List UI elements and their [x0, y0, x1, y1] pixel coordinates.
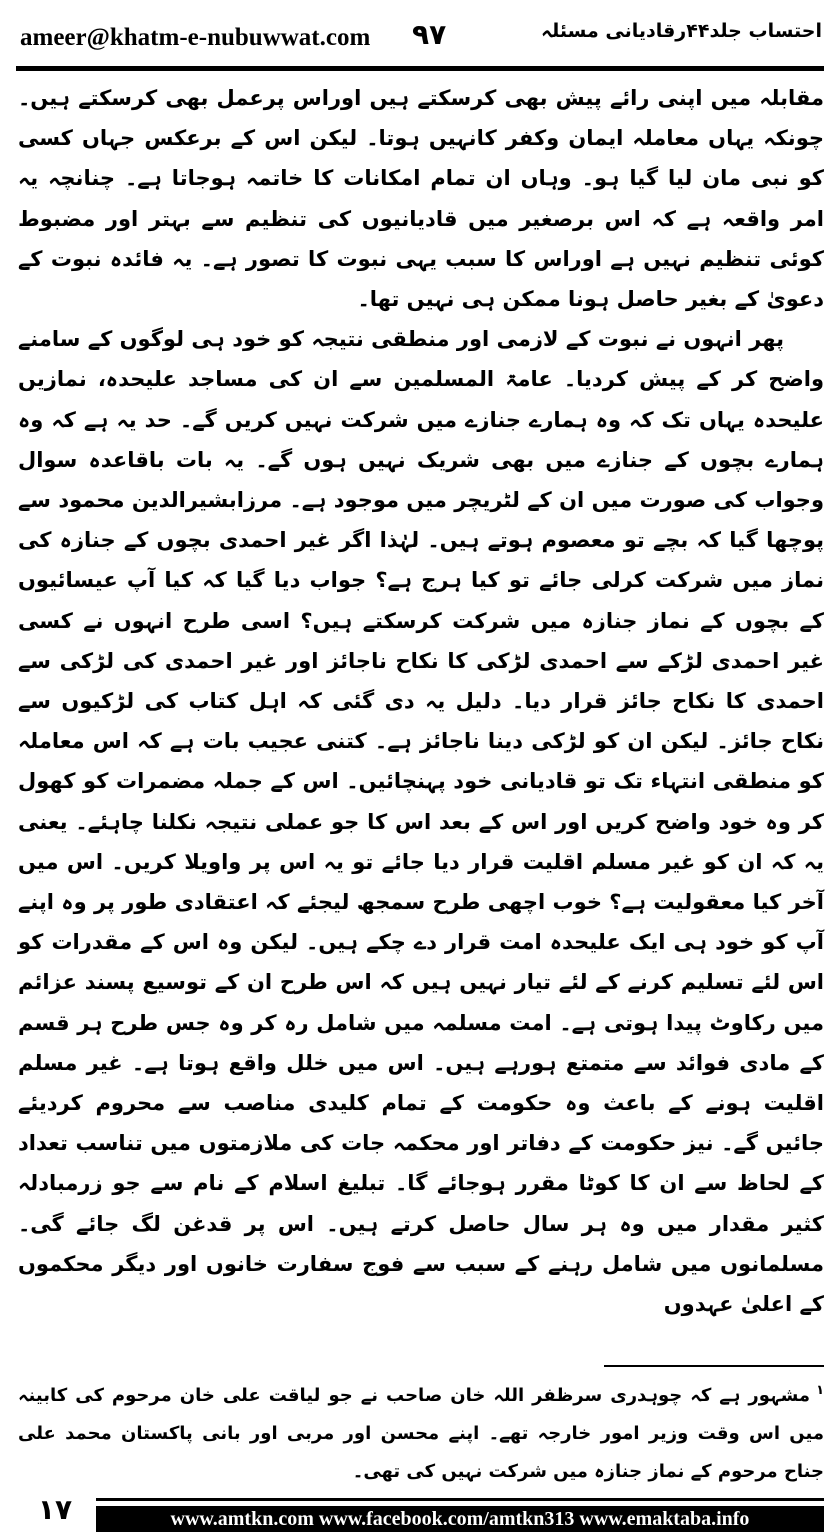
header-rule: [16, 66, 824, 71]
paragraph-2: پھر انہوں نے نبوت کے لازمی اور منطقی نتیجہ کو خود ہی لوگوں کے سامنے واضح کر کے پیش کردیا۔ عامۃ المسلمین سے ان کی مساجد علیحدہ، نمازیں علیحدہ یہاں تک کہ وہ ہمارے جنازے میں شرکت نہیں کریں گے۔ حد یہ ہے کہ وہ ہمارے بچوں کے جنازے میں بھی شریک نہیں ہوں گے۔ یہ بات باقاعدہ سوال وجواب کی صورت میں ان کے لٹریچر میں موجود ہے۔ مرزابشیرالدین محمود سے پوچھا گیا کہ بچے تو معصوم ہوتے ہیں۔ لہٰذا اگر غیر احمدی بچوں کے جنازہ کی نماز میں شرکت کرلی جائے تو کیا ہرج ہے؟ جواب دیا گیا کہ کیا آپ عیسائیوں کے بچوں کے نماز جنازہ میں شرکت کرسکتے ہیں؟ اسی طرح انہوں نے کسی غیر احمدی لڑکے سے احمدی لڑکی کا نکاح ناجائز اور غیر احمدی کی لڑکی سے احمدی کا نکاح جائز قرار دیا۔ دلیل یہ دی گئی کہ اہل کتاب کی لڑکیوں سے نکاح جائز۔ لیکن ان کو لڑکی دینا ناجائز ہے۔ کتنی عجیب بات ہے کہ اس معاملہ کو منطقی انتہاء تک تو قادیانی خود پہنچائیں۔ اس کے جملہ مضمرات کو کھول کر وہ خود واضح کریں اور اس کے بعد اس کا جو عملی نتیجہ نکلنا چاہئے۔ یعنی یہ کہ ان کو غیر مسلم اقلیت قرار دیا جائے تو یہ اس پر واویلا کریں۔ اس میں آخر کیا معقولیت ہے؟ خوب اچھی طرح سمجھ لیجئے کہ اعتقادی طور پر وہ اپنے آپ کو خود ہی ایک علیحدہ امت قرار دے چکے ہیں۔ لیکن وہ اس کے مقدرات کو اس لئے تسلیم کرنے کے لئے تیار نہیں ہیں کہ اس طرح ان کے توسیع پسند عزائم میں رکاوٹ پیدا ہوتی ہے۔ امت مسلمہ میں شامل رہ کر وہ جس طرح ہر قسم کے مادی فوائد سے متمتع ہورہے ہیں۔ اس میں خلل واقع ہوتا ہے۔ غیر مسلم اقلیت ہونے کے باعث وہ حکومت کے تمام کلیدی مناصب سے محروم کردیئے جائیں گے۔ نیز حکومت کے دفاتر اور محکمہ جات کی ملازمتوں میں تناسب تعداد کے لحاظ سے ان کا کوٹا مقرر ہوجائے گا۔ تبلیغ اسلام کے نام سے جو زرمبادلہ کثیر مقدار میں وہ ہر سال حاصل کرتے ہیں۔ اس پر قدغن لگ جائے گی۔ مسلمانوں میں شامل رہنے کے سبب سے فوج سفارت خانوں اور دیگر محکموں کے اعلیٰ عہدوں: [18, 327, 824, 1317]
footer-links[interactable]: www.amtkn.com www.facebook.com/amtkn313 www.emaktaba.info: [170, 1508, 750, 1530]
footer-top-rule: [96, 1498, 824, 1501]
page-header: [16, 18, 824, 62]
footnote-rule: [604, 1365, 824, 1367]
main-text: [18, 78, 824, 1324]
footnote-marker: ۱: [816, 1383, 824, 1398]
footnote: [18, 1372, 824, 1491]
sheet-number: ۱۷: [37, 1493, 73, 1526]
page-number: ۹۷: [412, 18, 447, 51]
page-footer: [16, 1492, 824, 1532]
footnote-text: مشہور ہے کہ چوہدری سرظفر اللہ خان صاحب نے جو لیاقت علی خان مرحوم کی کابینہ میں اس وقت وزیر امور خارجہ تھے۔ اپنے محسن اور مربی اور بانی پاکستان محمد علی جناح مرحوم کے نماز جنازہ میں شرکت نہیں کی تھی۔: [18, 1385, 824, 1482]
book-title: احتساب جلد۴۴رقادیانی مسئلہ: [540, 20, 822, 42]
header-email[interactable]: ameer@khatm-e-nubuwwat.com: [20, 24, 371, 51]
paragraph-1: مقابلہ میں اپنی رائے پیش بھی کرسکتے ہیں اوراس پرعمل بھی کرسکتے ہیں۔ چونکہ یہاں معاملہ ایمان وکفر کانہیں ہوتا۔ لیکن اس کے برعکس جہاں کسی کو نبی مان لیا گیا ہو۔ وہاں ان تمام امکانات کا خاتمہ ہوجاتا ہے۔ چنانچہ یہ امر واقعہ ہے کہ اس برصغیر میں قادیانیوں کی تنظیم سے بہتر اور مضبوط کوئی تنظیم نہیں ہے اوراس کا سبب یہی نبوت کا تصور ہے۔ یہ فائدہ نبوت کے دعویٰ کے بغیر حاصل ہونا ممکن ہی نہیں تھا۔: [18, 86, 824, 312]
